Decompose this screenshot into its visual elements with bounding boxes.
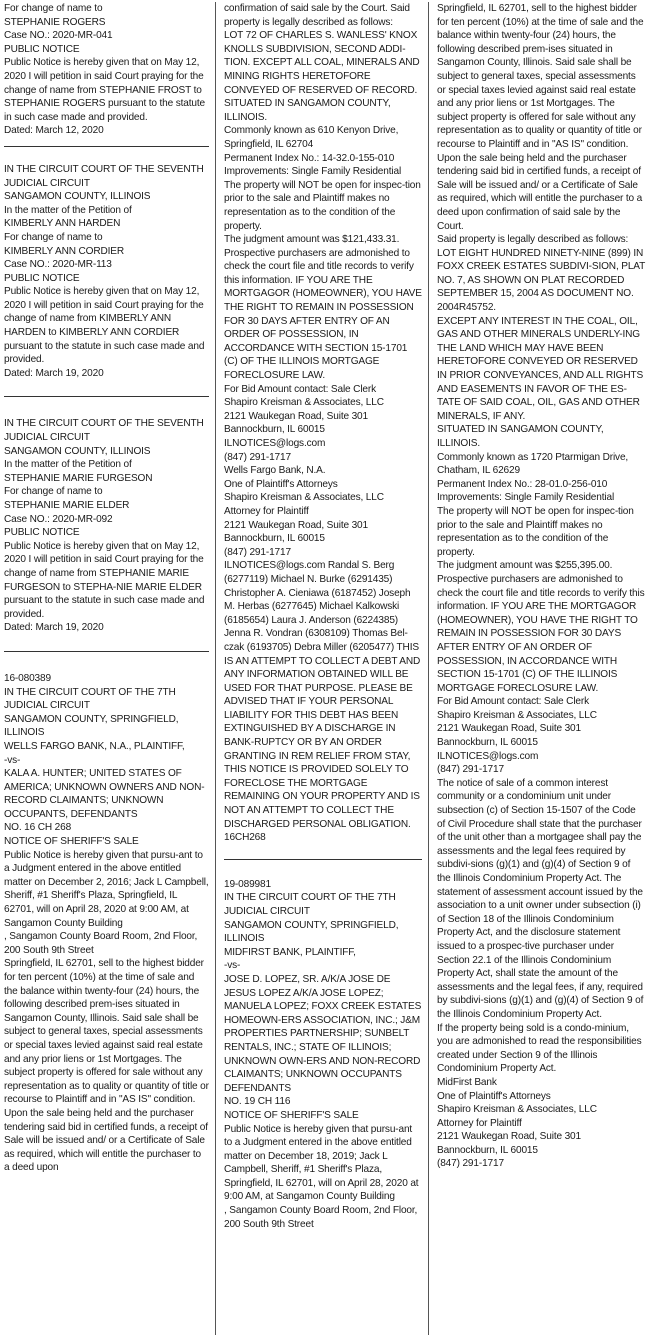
legal-notice xyxy=(224,2,422,845)
column-3 xyxy=(428,2,647,1335)
notice-line: Prospective purchasers are admonished to check the court file and title records to verify this information. IF YOU ARE THE MORTGAGOR (HOMEOWNER), YOU HAVE THE RIGHT TO REMAIN IN POSSESSION FOR 30 DAYS AFTER ENTRY OF AN ORDER OF POSSESSION, IN ACCORDANCE WITH SECTION 15-1701 (C) OF THE ILLINOIS MORTGAGE FORECLOSURE LAW. xyxy=(437,573,645,694)
legal-notice xyxy=(437,2,645,1171)
notice-line: One of Plaintiff's Attorneys xyxy=(224,478,338,490)
notice-line: 2121 Waukegan Road, Suite 301 xyxy=(437,723,581,735)
notice-line: (847) 291-1717 xyxy=(224,451,291,463)
notice-line: MIDFIRST BANK, PLAINTIFF, xyxy=(224,946,356,958)
notice-line: SANGAMON COUNTY, SPRINGFIELD, ILLINOIS xyxy=(4,713,179,739)
notice-line: Said property is legally described as follows: xyxy=(437,234,629,246)
notice-line: 2121 Waukegan Road, Suite 301 xyxy=(437,1131,581,1143)
notice-line: DEFENDANTS xyxy=(224,1082,291,1094)
notice-line: LOT EIGHT HUNDRED NINETY-NINE (899) IN FOXX CREEK ESTATES SUBDIVI-SION, PLAT NO. 7, AS SHOWN ON PLAT RECORDED SEPTEMBER 15, 2004 AS DOCUMENT NO. 2004R45752. xyxy=(437,247,645,314)
notice-line: Attorney for Plaintiff xyxy=(437,1117,522,1129)
notice-line: IN THE CIRCUIT COURT OF THE SEVENTH JUDICIAL CIRCUIT xyxy=(4,418,204,444)
notice-line: PUBLIC NOTICE xyxy=(4,272,80,284)
notice-line: Public Notice is hereby given that on May 12, 2020 I will petition in said Court praying for the change of name from KIMBERLY ANN HARDEN to KIMBERLY ANN CORDIER xyxy=(4,286,204,339)
notice-divider xyxy=(4,396,209,397)
notice-line: STEPHANIE MARIE ELDER xyxy=(4,500,130,511)
notice-line: Public Notice is hereby given that pursu-ant to a Judgment entered in the above entitled matter on December 2, 2016; Jack L Campbell, Sheriff, #1 Sheriff's Plaza, Springfield, IL 62701, will on April 28, 2020 at 9:00 AM, at Sangamon County Building xyxy=(4,849,209,929)
notice-line: Dated: March 12, 2020 xyxy=(4,125,104,137)
notice-line: 16-080389 xyxy=(4,672,51,684)
notice-divider xyxy=(4,146,209,147)
notice-divider xyxy=(224,859,422,860)
notice-line: For change of name to xyxy=(4,231,103,243)
notice-line: STEPHANIE ROGERS xyxy=(4,16,106,28)
legal-notice xyxy=(4,672,209,1175)
notice-line: (847) 291-1717 xyxy=(437,1158,504,1170)
notice-line: -vs- xyxy=(224,960,241,972)
notice-line: Public Notice is hereby given that on May 12, 2020 I will petition in said Court praying for the change of name from STEPHANIE FROST to STEPHANIE ROGERS pursuant to the statute in such case made and provided. xyxy=(4,57,206,123)
notice-line: NO. 19 CH 116 xyxy=(224,1096,291,1108)
notice-line: The judgment amount was $121,433.31. xyxy=(224,234,400,246)
notice-line: STEPHANIE MARIE FURGESON xyxy=(4,472,153,484)
notice-line: Improvements: Single Family Residential xyxy=(437,492,615,504)
notice-line: confirmation of said sale by the Court. Said property is legally described as follows: xyxy=(224,3,410,28)
notice-line: EXCEPT ANY INTEREST IN THE COAL, OIL, GAS AND OTHER MINERALS UNDERLY-ING THE LAND WHICH MAY HAVE BEEN HERETOFORE CONVEYED OR RESERVED IN PRIOR CONVEYANCES, AND ALL RIGHTS AND EASEMENTS IN FAVOR OF THE ES-TATE OF SAID COAL, OIL, GAS AND OTHER MINERALS, IF ANY. xyxy=(437,315,644,422)
notice-line: One of Plaintiff's Attorneys xyxy=(437,1090,551,1102)
notice-line: WELLS FARGO BANK, N.A., PLAINTIFF, xyxy=(4,740,185,752)
notice-line: For change of name to xyxy=(4,3,103,14)
notice-line: Improvements: Single Family Residential xyxy=(224,166,402,178)
notice-line: Public Notice is hereby given that pursu-ant to a Judgment entered in the above entitled matter on December 18, 2019; Jack L Campbell, Sheriff, #1 Sheriff's Plaza, Springfield, IL 62701, will on April 28, 2020 at 9:00 AM, at Sangamon County Building xyxy=(224,1123,419,1203)
notice-line: Upon the sale being held and the purchaser tendering said bid in certified funds, a receipt of Sale will be issued and/ or a Certificate of Sale as required, which will entitle the purchaser to a deed upon xyxy=(4,1107,208,1174)
notice-line: NO. 16 CH 268 xyxy=(4,822,72,834)
notice-line: NOTICE OF SHERIFF'S SALE xyxy=(4,836,139,848)
notice-line: 200 South 9th Street xyxy=(224,1218,314,1230)
legal-notice xyxy=(224,878,422,1231)
notice-line: Case NO.: 2020-MR-113 xyxy=(4,259,112,271)
notice-line: IN THE CIRCUIT COURT OF THE 7TH JUDICIAL CIRCUIT xyxy=(4,686,176,712)
notice-line: PUBLIC NOTICE xyxy=(4,43,80,55)
notice-line: ILNOTICES@logs.com xyxy=(224,438,326,449)
notice-line: SANGAMON COUNTY, ILLINOIS xyxy=(4,191,151,203)
notice-line: Bannockburn, IL 60015 xyxy=(437,1144,538,1156)
notice-line: Springfield, IL 62701, sell to the highest bidder for ten percent (10%) at the time of sale and the balance within twenty-four (24) hours, the following described prem-ises situated in Sangamon County, Illinois. Said sale shall be subject to general taxes, special assessments or special taxes levied against said real estate and any prior liens or 1st Mortgages. The subject property is offered for sale without any representation as to quality or quantity of title or recourse to Plaintiff and in "AS IS" condition. xyxy=(437,3,644,150)
notice-line: LOT 72 OF CHARLES S. WANLESS' KNOX KNOLLS SUBDIVISION, SECOND ADDI-TION. EXCEPT ALL COAL, MINERALS AND MINING RIGHTS HERETOFORE CONVEYED OF RESERVED OF RECORD. SITUATED IN SANGAMON COUNTY, ILLINOIS. xyxy=(224,30,420,123)
notice-line: For change of name to xyxy=(4,486,103,498)
notice-line: MidFirst Bank xyxy=(437,1076,497,1088)
notice-line: NOTICE OF SHERIFF'S SALE xyxy=(224,1109,359,1121)
notice-line: Case NO.: 2020-MR-041 xyxy=(4,30,113,42)
notice-line: , Sangamon County Board Room, 2nd Floor, xyxy=(4,931,198,943)
notice-line: Permanent Index No.: 14-32.0-155-010 xyxy=(224,152,395,164)
notice-line: Shapiro Kreisman & Associates, LLC xyxy=(437,1104,597,1116)
notice-line: 19-089981 xyxy=(224,878,271,890)
notice-line: Bannockburn, IL 60015 xyxy=(224,424,325,436)
notice-divider xyxy=(4,651,209,652)
notice-line: The notice of sale of a common interest community or a condominium unit under subsection (c) of Section 15-1507 of the Code of Civil Procedure shall state that the purchaser of the unit other than a mortgagee shall pay the assessments and the legal fees required by subdivi-sions (g)(1) and (g)(4) of Section 9 of the Illinois Condominium Property Act. The statement of assessment account issued by the association to a unit owner under subsection (i) of Section 18 of the Illinois Condominium Property Act, and the disclosure statement issued to a prospec-tive purchaser under Section 22.1 of the Illinois Condominium Property Act, shall state the amount of the assessments and the legal fees, if any, required by subdivi-sions (g)(1) and (g)(4) of Section 9 of the Illinois Condominium Property Act. xyxy=(437,777,644,1020)
notice-line: KALA A. HUNTER; UNITED STATES OF AMERICA; UNKNOWN OWNERS AND NON-RECORD CLAIMANTS; UNKNOWN OCCUPANTS, DEFENDANTS xyxy=(4,768,205,820)
legal-notice xyxy=(4,417,209,635)
notice-line: JOSE D. LOPEZ, SR. A/K/A JOSE DE JESUS LOPEZ A/K/A JOSE LOPEZ; MANUELA LOPEZ; FOXX CREEK ESTATES HOMEOWN-ERS ASSOCIATION, INC.; J&M PROPERTIES PARTNERSHIP; SUNBELT RENTALS, INC.; STATE OF ILLINOIS; UNKNOWN OWN-ERS AND NON-RECORD CLAIMANTS; UNKNOWN OCCUPANTS xyxy=(224,973,422,1081)
column-1 xyxy=(4,2,215,1335)
notice-line: IN THE CIRCUIT COURT OF THE 7TH JUDICIAL CIRCUIT xyxy=(224,892,396,917)
notice-line: The judgment amount was $255,395.00. xyxy=(437,560,613,572)
notice-line: Bannockburn, IL 60015 xyxy=(437,737,538,749)
notice-line: KIMBERLY ANN HARDEN xyxy=(4,218,121,230)
notice-line: Attorney for Plaintiff xyxy=(224,505,309,517)
notice-line: Bannockburn, IL 60015 xyxy=(224,533,325,545)
notice-line: Shapiro Kreisman & Associates, LLC xyxy=(437,709,597,721)
notice-line: For Bid Amount contact: Sale Clerk xyxy=(224,383,376,395)
notice-line: IN THE CIRCUIT COURT OF THE SEVENTH JUDICIAL CIRCUIT xyxy=(4,163,204,189)
notice-line: Jenna R. Vondran (6308109) Thomas Bel-czak (6193705) Debra Miller (6205477) THIS IS AN ATTEMPT TO COLLECT A DEBT AND ANY INFORMATION OBTAINED WILL BE USED FOR THAT PURPOSE. PLEASE BE ADVISED THAT IF YOUR PERSONAL LIABILITY FOR THIS DEBT HAS BEEN EXTINGUISHED BY A DISCHARGE IN BANK-RUPTCY OR BY AN ORDER GRANTING IN REM RELIEF FROM STAY, THIS NOTICE IS PROVIDED SOLELY TO FORECLOSE THE MORTGAGE REMAINING ON YOUR PROPERTY AND IS NOT AN ATTEMPT TO COLLECT THE DISCHARGED PERSONAL OBLIGATION. 16CH268 xyxy=(224,628,421,844)
notice-line: Commonly known as 610 Kenyon Drive, Springfield, IL 62704 xyxy=(224,125,399,150)
notice-line: , Sangamon County Board Room, 2nd Floor, xyxy=(224,1205,418,1217)
notice-line: SITUATED IN SANGAMON COUNTY, ILLINOIS. xyxy=(437,424,604,449)
notice-line: SANGAMON COUNTY, ILLINOIS xyxy=(4,445,151,457)
notice-line: 2121 Waukegan Road, Suite 301 xyxy=(224,410,368,422)
notice-line: Prospective purchasers are admonished to check the court file and title records to verify this information. IF YOU ARE THE MORTGAGOR (HOMEOWNER), YOU HAVE THE RIGHT TO REMAIN IN POSSESSION FOR 30 DAYS AFTER ENTRY OF AN ORDER OF POSSESSION, IN ACCORDANCE WITH SECTION 15-1701 (C) OF THE ILLINOIS MORTGAGE FORECLOSURE LAW. xyxy=(224,247,422,382)
notice-line: KIMBERLY ANN CORDIER xyxy=(4,245,125,257)
notice-line: Commonly known as 1720 Ptarmigan Drive, Chatham, IL 62629 xyxy=(437,451,629,477)
notice-line: In the matter of the Petition of xyxy=(4,459,132,471)
notice-line: In the matter of the Petition of xyxy=(4,204,132,216)
notice-line: 2121 Waukegan Road, Suite 301 xyxy=(224,519,368,531)
legal-notice xyxy=(4,2,209,138)
notice-line: Shapiro Kreisman & Associates, LLC xyxy=(224,397,384,409)
notice-line: Permanent Index No.: 28-01.0-256-010 xyxy=(437,478,608,490)
notice-line: Case NO.: 2020-MR-092 xyxy=(4,513,113,525)
notice-line: PUBLIC NOTICE xyxy=(4,527,80,539)
notice-line: Springfield, IL 62701, sell to the highest bidder for ten percent (10%) at the time of sale and the balance within twenty-four (24) hours, the following described prem-ises situated in Sangamon County, Illinois. Said sale shall be subject to general taxes, special assessments or special taxes levied against said real estate and any prior liens or 1st Mortgages. The subject property is offered for sale without any representation as to quality or quantity of title or recourse to Plaintiff and in "AS IS" condition. xyxy=(4,958,209,1106)
notice-line: 200 South 9th Street xyxy=(4,944,94,956)
notice-line: ILNOTICES@logs.com xyxy=(437,750,539,762)
notice-line: Dated: March 19, 2020 xyxy=(4,367,104,379)
notice-line: Wells Fargo Bank, N.A. xyxy=(224,465,326,477)
notice-line: For Bid Amount contact: Sale Clerk xyxy=(437,696,589,708)
notice-line: (847) 291-1717 xyxy=(437,764,504,776)
notice-line: -vs- xyxy=(4,754,21,766)
notice-line: pursuant to the statute in such case made and provided. xyxy=(4,340,205,366)
legal-notice xyxy=(4,163,209,381)
notice-line: The property will NOT be open for inspec-tion prior to the sale and Plaintiff makes no representation as to the condition of the property. xyxy=(224,179,421,232)
notice-line: Shapiro Kreisman & Associates, LLC xyxy=(224,492,384,504)
notice-line: ILNOTICES@logs.com Randal S. Berg (6277119) Michael N. Burke (6291435) Christopher A. Cieniawa (6187452) Joseph M. Herbas (6277645) Michael Kalkowski (6185654) Laura J. Anderson (6224385) xyxy=(224,560,411,626)
notice-line: SANGAMON COUNTY, SPRINGFIELD, ILLINOIS xyxy=(224,919,399,945)
column-2 xyxy=(215,2,428,1335)
notice-line: (847) 291-1717 xyxy=(224,546,291,558)
notice-line: Dated: March 19, 2020 xyxy=(4,622,104,634)
notice-line: Public Notice is hereby given that on May 12, 2020 I will petition in said Court praying for the change of name from STEPHANIE MARIE FURGESON to STEPHA-NIE MARIE ELDER pursuant to the statute in such case made and provided. xyxy=(4,540,205,620)
notice-line: Upon the sale being held and the purchaser tendering said bid in certified funds, a receipt of Sale will be issued and/ or a Certificate of Sale as required, which will entitle the purchaser to a deed upon confirmation of said sale by the Court. xyxy=(437,152,643,232)
notice-line: If the property being sold is a condo-minium, you are admonished to read the responsibilities created under Section 9 of the Illinois Condominium Property Act. xyxy=(437,1022,642,1075)
notice-line: The property will NOT be open for inspec-tion prior to the sale and Plaintiff makes no representation as to the condition of the property. xyxy=(437,505,634,558)
